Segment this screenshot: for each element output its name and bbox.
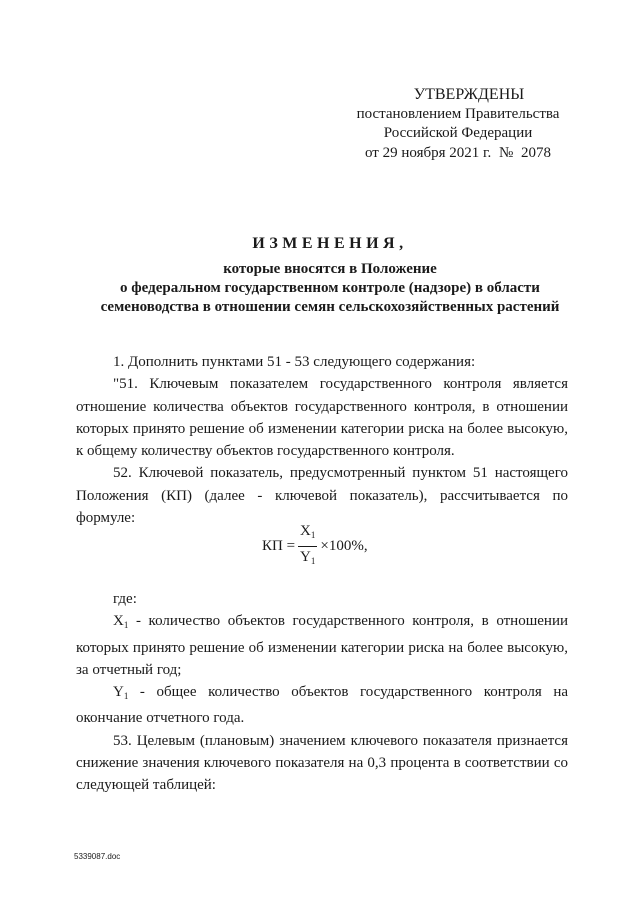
formula-denominator-var: Y xyxy=(300,548,311,565)
document-title: ИЗМЕНЕНИЯ, xyxy=(252,235,408,252)
formula-fraction xyxy=(298,523,317,570)
formula-denominator-sub: 1 xyxy=(310,555,316,566)
definition-x1-var: X xyxy=(113,613,124,630)
where-label: где: xyxy=(113,591,137,607)
approval-date-line xyxy=(345,144,571,164)
approved-heading: УТВЕРЖДЕНЫ xyxy=(413,86,525,103)
paragraph-1: 1. Дополнить пунктами 51 - 53 следующего содержания: xyxy=(113,354,476,370)
footer-filename: 5339087.doc xyxy=(74,852,121,861)
formula-explanation xyxy=(76,588,568,797)
definition-x1-text: - количество объектов государственного контроля, в отношении которых принято решение об изменении категории риска на более высокую, за отчетный год; xyxy=(76,613,568,678)
formula-rhs: ×100% xyxy=(320,537,364,554)
definition-x1 xyxy=(76,610,568,681)
formula-denominator xyxy=(298,547,317,570)
definition-y1-var: Y xyxy=(113,684,124,701)
approval-date: от 29 ноября 2021 г. xyxy=(364,144,492,161)
document-title-block xyxy=(90,235,570,317)
formula xyxy=(262,522,368,570)
definition-y1 xyxy=(76,681,568,730)
document-subtitle-1: которые вносятся в Положение xyxy=(223,261,437,277)
formula-lhs: КП = xyxy=(262,537,296,554)
approval-block xyxy=(345,85,571,163)
formula-numerator-var: X xyxy=(300,522,311,539)
approval-line-2: Российской Федерации xyxy=(383,125,533,141)
approval-line-1: постановлением Правительства xyxy=(356,105,560,122)
approval-number: 2078 xyxy=(521,144,552,161)
approval-number-sign: № xyxy=(498,144,514,161)
definition-y1-text: - общее количество объектов государственного контроля на окончание отчетного года. xyxy=(76,684,568,727)
document-subtitle-2: о федеральном государственном контроле (надзоре) в области xyxy=(120,280,540,296)
formula-numerator xyxy=(298,523,317,547)
definition-y1-sub: 1 xyxy=(123,691,129,702)
document-body xyxy=(76,351,568,529)
definition-x1-sub: 1 xyxy=(123,620,129,631)
formula-tail: , xyxy=(363,537,368,554)
formula-numerator-sub: 1 xyxy=(310,529,316,540)
paragraph-51: "51. Ключевым показателем государственного контроля является отношение количества объектов государственного контроля, в отношении которых принято решение об изменении категории риска на более высокую, к общему количеству объектов государственного контроля. xyxy=(76,376,568,460)
document-subtitle-3: семеноводства в отношении семян сельскохозяйственных растений xyxy=(100,299,560,315)
paragraph-52: 52. Ключевой показатель, предусмотренный пунктом 51 настоящего Положения (КП) (далее - ключевой показатель), рассчитывается по формуле: xyxy=(76,465,568,527)
paragraph-53: 53. Целевым (плановым) значением ключевого показателя признается снижение значения ключевого показателя на 0,3 процента в соответствии со следующей таблицей: xyxy=(76,732,568,794)
